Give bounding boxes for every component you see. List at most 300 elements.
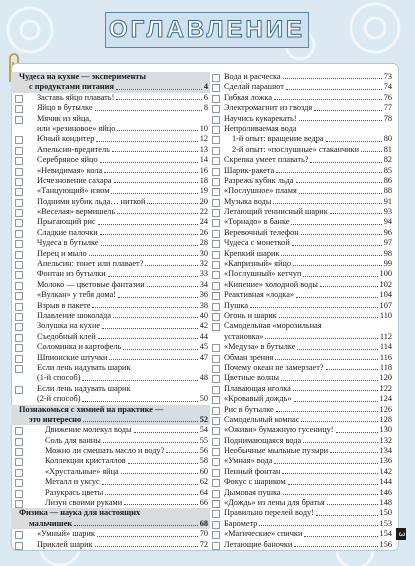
- dot-leader: [145, 259, 197, 266]
- toc-entry[interactable]: [212, 197, 392, 207]
- toc-entry[interactable]: [212, 238, 392, 248]
- toc-entry-title: «Дождь» из лены для братья: [224, 498, 325, 508]
- page-ref: 99: [383, 259, 392, 269]
- toc-entry[interactable]: [15, 166, 208, 176]
- checkbox-icon[interactable]: [15, 438, 23, 446]
- toc-entry[interactable]: [212, 82, 392, 92]
- checkbox-icon[interactable]: [212, 427, 220, 435]
- toc-entry-title: 1-й опыт: вращение ведра: [232, 134, 324, 144]
- dot-leader: [116, 93, 202, 100]
- toc-entry-title: Скрепка умеет плавать?: [224, 155, 309, 165]
- toc-entry-title: Яйцо в бутылке: [37, 103, 93, 113]
- page-ref: 142: [379, 466, 392, 476]
- toc-entry[interactable]: [212, 446, 392, 456]
- section-heading: [15, 405, 208, 415]
- section-heading-text: Физика — наука для настоящих: [19, 508, 141, 518]
- page-ref: 10: [199, 123, 208, 133]
- toc-entry[interactable]: [15, 269, 208, 279]
- toc-entry[interactable]: [212, 415, 392, 425]
- checkbox-icon[interactable]: [212, 438, 220, 446]
- toc-entry-title: Перец и мыло: [37, 248, 87, 258]
- toc-entry: [15, 114, 208, 124]
- toc-entry[interactable]: [15, 93, 208, 103]
- dot-leader: [279, 311, 378, 318]
- toc-entry[interactable]: [212, 467, 392, 477]
- toc-entry-title: Чудеса в бутылке: [37, 238, 99, 248]
- toc-entry[interactable]: [212, 72, 392, 82]
- checkbox-icon[interactable]: [212, 355, 220, 363]
- checkbox-icon[interactable]: [212, 230, 220, 238]
- dot-leader: [95, 540, 198, 547]
- checkbox-icon[interactable]: [15, 344, 23, 352]
- section-heading[interactable]: [15, 82, 208, 92]
- toc-entry[interactable]: [212, 425, 392, 435]
- contents-left-column: [15, 72, 208, 550]
- checkbox-icon[interactable]: [15, 251, 23, 259]
- checkbox-icon[interactable]: [212, 500, 220, 508]
- checkbox-icon[interactable]: [212, 209, 220, 217]
- checkbox-icon[interactable]: [212, 531, 220, 539]
- page-ref: 14: [199, 155, 208, 165]
- toc-entry[interactable]: [212, 176, 392, 186]
- dot-leader: [97, 529, 198, 536]
- page-ref: 136: [379, 456, 392, 466]
- toc-entry-title: «Умная» вода: [224, 456, 273, 466]
- toc-entry-title: Если лень надувать шарик: [37, 383, 131, 393]
- page-ref: 55: [199, 435, 208, 445]
- checkbox-icon[interactable]: [212, 542, 220, 550]
- toc-entry[interactable]: [212, 477, 392, 487]
- toc-entry[interactable]: [15, 353, 208, 363]
- toc-entry[interactable]: [15, 259, 208, 269]
- toc-entry-title: Приклей шарик: [37, 539, 93, 549]
- dot-leader: [134, 425, 198, 432]
- toc-entry[interactable]: [212, 249, 392, 259]
- dot-leader: [166, 446, 197, 453]
- checkbox-icon[interactable]: [15, 531, 23, 539]
- toc-entry[interactable]: [15, 456, 208, 466]
- toc-entry-title: Соломинка и картофель: [37, 342, 122, 352]
- toc-entry[interactable]: [212, 207, 392, 217]
- checkbox-icon[interactable]: [212, 396, 220, 404]
- dot-leader: [98, 332, 198, 339]
- toc-entry[interactable]: [212, 103, 392, 113]
- toc-entry-title: Разрежь кубик льда: [224, 175, 294, 185]
- section-heading: [15, 72, 208, 82]
- dot-leader: [83, 415, 198, 422]
- toc-entry[interactable]: [15, 498, 208, 508]
- checkbox-icon[interactable]: [212, 292, 220, 300]
- checkbox-icon[interactable]: [212, 469, 220, 477]
- toc-entry[interactable]: [15, 394, 208, 404]
- page-ref: 116: [379, 352, 392, 362]
- toc-entry-title: «Кипение» холодной воды: [224, 279, 318, 289]
- toc-entry[interactable]: [212, 394, 392, 404]
- toc-entry[interactable]: [15, 477, 208, 487]
- toc-entry[interactable]: [15, 238, 208, 248]
- dot-leader: [304, 529, 377, 536]
- checkbox-icon[interactable]: [212, 261, 220, 269]
- toc-entry-title: «Танцующий» изюм: [37, 186, 110, 196]
- dot-leader: [259, 519, 377, 526]
- toc-entry[interactable]: [15, 446, 208, 456]
- toc-entry[interactable]: [15, 155, 208, 165]
- checkbox-icon[interactable]: [15, 209, 23, 217]
- toc-entry-title: установка»: [224, 331, 264, 341]
- dot-leader: [100, 228, 198, 235]
- toc-entry[interactable]: [15, 207, 208, 217]
- dot-leader: [102, 321, 198, 328]
- page-ref: 102: [379, 279, 392, 289]
- toc-entry[interactable]: [15, 124, 208, 134]
- toc-entry[interactable]: [212, 93, 392, 103]
- checkbox-icon[interactable]: [15, 199, 23, 207]
- checkbox-icon[interactable]: [212, 365, 220, 373]
- toc-entry-title: Почему океан не замерзает?: [224, 362, 324, 372]
- toc-entry[interactable]: [15, 197, 208, 207]
- toc-entry[interactable]: [212, 269, 392, 279]
- toc-entry-title: Плавающая иголка: [224, 383, 291, 393]
- dot-leader: [273, 197, 381, 204]
- toc-entry[interactable]: [15, 529, 208, 539]
- page-ref: 18: [199, 175, 208, 185]
- dot-leader: [274, 456, 377, 463]
- page-ref: 80: [383, 134, 392, 144]
- dot-leader: [310, 155, 381, 162]
- checkbox-icon[interactable]: [212, 271, 220, 279]
- dot-leader: [294, 394, 378, 401]
- toc-entry[interactable]: [212, 145, 392, 155]
- toc-entry[interactable]: [212, 259, 392, 269]
- checkbox-icon[interactable]: [212, 147, 220, 155]
- toc-entry[interactable]: [15, 301, 208, 311]
- toc-entry-title: «Оживи» бумажную гусеницу!: [224, 425, 334, 435]
- toc-entry[interactable]: [212, 290, 392, 300]
- page-ref: 22: [199, 207, 208, 217]
- dot-leader: [102, 477, 198, 484]
- checkbox-icon[interactable]: [212, 188, 220, 196]
- toc-entry[interactable]: [15, 249, 208, 259]
- page-ref: 66: [199, 498, 208, 508]
- checkbox-icon[interactable]: [212, 417, 220, 425]
- checkbox-icon[interactable]: [15, 219, 23, 227]
- checkbox-icon[interactable]: [212, 136, 220, 144]
- checkbox-icon[interactable]: [15, 313, 23, 321]
- page-ref: 114: [379, 342, 392, 352]
- toc-entry[interactable]: [15, 342, 208, 352]
- page-ref: 36: [199, 290, 208, 300]
- toc-entry[interactable]: [212, 280, 392, 290]
- toc-entry[interactable]: [15, 176, 208, 186]
- toc-entry[interactable]: [212, 311, 392, 321]
- section-heading: [15, 508, 208, 518]
- toc-entry-title: Можно ли смешать масло и воду?: [45, 446, 165, 456]
- toc-entry[interactable]: [15, 145, 208, 155]
- toc-entry[interactable]: [15, 540, 208, 550]
- page-number: 3: [396, 528, 406, 540]
- dot-leader: [281, 249, 381, 256]
- toc-entry[interactable]: [15, 311, 208, 321]
- toc-entry[interactable]: [212, 134, 392, 144]
- checkbox-icon[interactable]: [212, 490, 220, 498]
- toc-entry[interactable]: [15, 425, 208, 435]
- dot-leader: [128, 456, 198, 463]
- toc-entry[interactable]: [212, 186, 392, 196]
- toc-entry-title: Золушка на кухне: [37, 321, 101, 331]
- toc-entry[interactable]: [212, 436, 392, 446]
- page-ref: 144: [379, 477, 392, 487]
- page-ref: 97: [383, 238, 392, 248]
- checkbox-icon[interactable]: [212, 178, 220, 186]
- toc-entry-title: Молоко — цветовые фантазии: [37, 279, 145, 289]
- dot-leader: [118, 290, 198, 297]
- page-ref: 72: [199, 539, 208, 549]
- toc-entry-title: Пенный фонтан: [224, 466, 281, 476]
- dot-leader: [265, 332, 377, 339]
- toc-entry[interactable]: [15, 134, 208, 144]
- toc-entry[interactable]: [212, 301, 392, 311]
- checkbox-icon[interactable]: [15, 365, 23, 373]
- toc-entry[interactable]: [212, 456, 392, 466]
- toc-entry[interactable]: [212, 519, 392, 529]
- checkbox-icon[interactable]: [15, 178, 23, 186]
- page-ref: 45: [199, 342, 208, 352]
- checkbox-icon[interactable]: [212, 105, 220, 113]
- checkbox-icon[interactable]: [212, 407, 220, 415]
- toc-entry[interactable]: [212, 332, 392, 342]
- page-ref: 8: [203, 103, 208, 113]
- toc-entry[interactable]: [212, 217, 392, 227]
- toc-entry[interactable]: [15, 436, 208, 446]
- toc-entry[interactable]: [15, 186, 208, 196]
- checkbox-icon[interactable]: [212, 74, 220, 82]
- dot-leader: [82, 394, 197, 401]
- checkbox-icon[interactable]: [15, 157, 23, 165]
- checkbox-icon[interactable]: [15, 261, 23, 269]
- checkbox-icon[interactable]: [15, 292, 23, 300]
- dot-leader: [250, 301, 377, 308]
- dot-leader: [294, 540, 377, 547]
- toc-entry[interactable]: [212, 529, 392, 539]
- toc-entry[interactable]: [212, 342, 392, 352]
- checkbox-icon[interactable]: [15, 271, 23, 279]
- checkbox-icon[interactable]: [212, 521, 220, 529]
- toc-entry-title: Подними кубик льда… ниткой: [37, 196, 146, 206]
- dot-leader: [124, 498, 198, 505]
- checkbox-icon[interactable]: [212, 84, 220, 92]
- checkbox-icon[interactable]: [15, 282, 23, 290]
- checkbox-icon[interactable]: [212, 510, 220, 518]
- toc-entry[interactable]: [15, 321, 208, 331]
- dot-leader: [297, 342, 377, 349]
- checkbox-icon[interactable]: [212, 116, 220, 124]
- checkbox-icon[interactable]: [15, 448, 23, 456]
- page-ref: 96: [383, 227, 392, 237]
- checkbox-icon[interactable]: [15, 303, 23, 311]
- toc-entry[interactable]: [212, 228, 392, 238]
- dot-leader: [361, 145, 382, 152]
- checkbox-icon[interactable]: [15, 240, 23, 248]
- dot-leader: [326, 363, 378, 370]
- toc-entry: [15, 363, 208, 373]
- toc-entry[interactable]: [212, 166, 392, 176]
- dot-leader: [104, 166, 197, 173]
- checkbox-icon[interactable]: [212, 168, 220, 176]
- toc-entry[interactable]: [212, 373, 392, 383]
- page-ref: 86: [383, 175, 392, 185]
- dot-leader: [288, 477, 378, 484]
- checkbox-icon[interactable]: [212, 219, 220, 227]
- checkbox-icon[interactable]: [15, 500, 23, 508]
- toc-entry[interactable]: [212, 508, 392, 518]
- dot-leader: [330, 207, 382, 214]
- checkbox-icon[interactable]: [212, 479, 220, 487]
- checkbox-icon[interactable]: [15, 542, 23, 550]
- toc-entry-title: «Кровавый дождь»: [224, 394, 292, 404]
- checkbox-icon[interactable]: [15, 116, 23, 124]
- checkbox-icon[interactable]: [212, 375, 220, 383]
- checkbox-icon[interactable]: [212, 95, 220, 103]
- toc-entry[interactable]: [212, 353, 392, 363]
- toc-entry[interactable]: [15, 290, 208, 300]
- toc-entry[interactable]: [212, 384, 392, 394]
- page-ref: 100: [379, 269, 392, 279]
- toc-entry[interactable]: [212, 363, 392, 373]
- checkbox-icon[interactable]: [212, 251, 220, 259]
- dot-leader: [89, 249, 198, 256]
- dot-leader: [299, 114, 382, 121]
- checkbox-icon[interactable]: [15, 147, 23, 155]
- toc-entry-title: Металл и уксус: [45, 477, 100, 487]
- checkbox-icon[interactable]: [212, 448, 220, 456]
- dot-leader: [296, 176, 382, 183]
- page-ref: 128: [379, 414, 392, 424]
- toc-entry[interactable]: [15, 103, 208, 113]
- toc-entry[interactable]: [15, 488, 208, 498]
- toc-entry[interactable]: [15, 228, 208, 238]
- checkbox-icon[interactable]: [212, 323, 220, 331]
- page-ref: 50: [199, 394, 208, 404]
- checkbox-icon[interactable]: [15, 323, 23, 331]
- toc-entry-title: Заставь яйцо плавать!: [37, 92, 115, 102]
- dot-leader: [92, 301, 197, 308]
- dot-leader: [326, 134, 382, 141]
- checkbox-icon[interactable]: [15, 136, 23, 144]
- toc-entry-title: Соль для ванны: [45, 435, 101, 445]
- section-heading-text: мальчишек: [29, 518, 73, 528]
- checkbox-icon[interactable]: [15, 479, 23, 487]
- toc-entry[interactable]: [15, 332, 208, 342]
- page-ref: 33: [199, 269, 208, 279]
- toc-entry[interactable]: [212, 488, 392, 498]
- checkbox-icon[interactable]: [15, 386, 23, 394]
- checkbox-icon[interactable]: [212, 313, 220, 321]
- toc-entry-title: Съедобный клей: [37, 331, 96, 341]
- page-ref: 34: [199, 279, 208, 289]
- page-ref: 78: [383, 113, 392, 123]
- dot-leader: [275, 353, 378, 360]
- toc-entry[interactable]: [212, 540, 392, 550]
- dot-leader: [117, 207, 198, 214]
- dot-leader: [281, 373, 378, 380]
- toc-entry-title: Шпионские штучки: [37, 352, 108, 362]
- checkbox-icon[interactable]: [212, 458, 220, 466]
- toc-entry: [212, 321, 392, 331]
- dot-leader: [316, 508, 378, 515]
- toc-entry[interactable]: [212, 114, 392, 124]
- checkbox-icon[interactable]: [15, 469, 23, 477]
- page-ref: 26: [199, 227, 208, 237]
- toc-entry-title: Движение молекул воды: [45, 425, 132, 435]
- toc-entry[interactable]: [15, 217, 208, 227]
- checkbox-icon[interactable]: [15, 168, 23, 176]
- page-ref: 134: [379, 446, 392, 456]
- checkbox-icon[interactable]: [15, 105, 23, 113]
- section-heading-text: Познакомься с химией на практике —: [19, 404, 164, 414]
- toc-entry-title: Музыка воды: [224, 196, 272, 206]
- checkbox-icon[interactable]: [15, 458, 23, 466]
- page-ref: 20: [199, 196, 208, 206]
- checkbox-icon[interactable]: [15, 427, 23, 435]
- section-heading[interactable]: [15, 519, 208, 529]
- toc-entry[interactable]: [15, 467, 208, 477]
- section-heading-text: с продуктами питания: [29, 82, 114, 92]
- toc-entry-title: или «резиновое» яйцо: [37, 123, 116, 133]
- toc-entry-title: Пушка: [224, 300, 249, 310]
- dot-leader: [283, 488, 378, 495]
- checkbox-icon[interactable]: [212, 344, 220, 352]
- page-ref: 85: [383, 165, 392, 175]
- checkbox-icon[interactable]: [212, 282, 220, 290]
- toc-entry[interactable]: [212, 155, 392, 165]
- page-ref: 120: [379, 373, 392, 383]
- toc-entry-title: Вода и расческа: [224, 72, 281, 81]
- toc-entry-title: Обман зрения: [224, 352, 274, 362]
- toc-entry[interactable]: [15, 280, 208, 290]
- dot-leader: [147, 197, 197, 204]
- checkbox-icon[interactable]: [212, 126, 220, 134]
- page-ref: 156: [379, 539, 392, 549]
- toc-entry[interactable]: [212, 498, 392, 508]
- checkbox-icon[interactable]: [212, 303, 220, 311]
- checkbox-icon[interactable]: [15, 95, 23, 103]
- page-ref: 104: [379, 290, 392, 300]
- dot-leader: [283, 72, 382, 79]
- dot-leader: [293, 384, 378, 391]
- toc-entry[interactable]: [15, 373, 208, 383]
- checkbox-icon[interactable]: [15, 334, 23, 342]
- toc-entry-title: Веревочный телефон: [224, 227, 299, 237]
- page-ref: 118: [379, 362, 392, 372]
- checkbox-icon[interactable]: [15, 490, 23, 498]
- checkbox-icon[interactable]: [212, 157, 220, 165]
- checkbox-icon[interactable]: [15, 355, 23, 363]
- checkbox-icon[interactable]: [212, 199, 220, 207]
- page-ref: 81: [383, 144, 392, 154]
- checkbox-icon[interactable]: [15, 230, 23, 238]
- page-ref: 62: [199, 477, 208, 487]
- dot-leader: [276, 405, 378, 412]
- section-heading[interactable]: [15, 415, 208, 425]
- toc-entry-title: «Хрустальные» яйца: [45, 466, 119, 476]
- section-heading-text: это интересно: [29, 414, 82, 424]
- toc-entry-title: Научись кукарекать!: [224, 113, 297, 123]
- checkbox-icon[interactable]: [212, 386, 220, 394]
- checkbox-icon[interactable]: [212, 240, 220, 248]
- checkbox-icon[interactable]: [15, 188, 23, 196]
- toc-entry[interactable]: [212, 405, 392, 415]
- dot-leader: [303, 269, 377, 276]
